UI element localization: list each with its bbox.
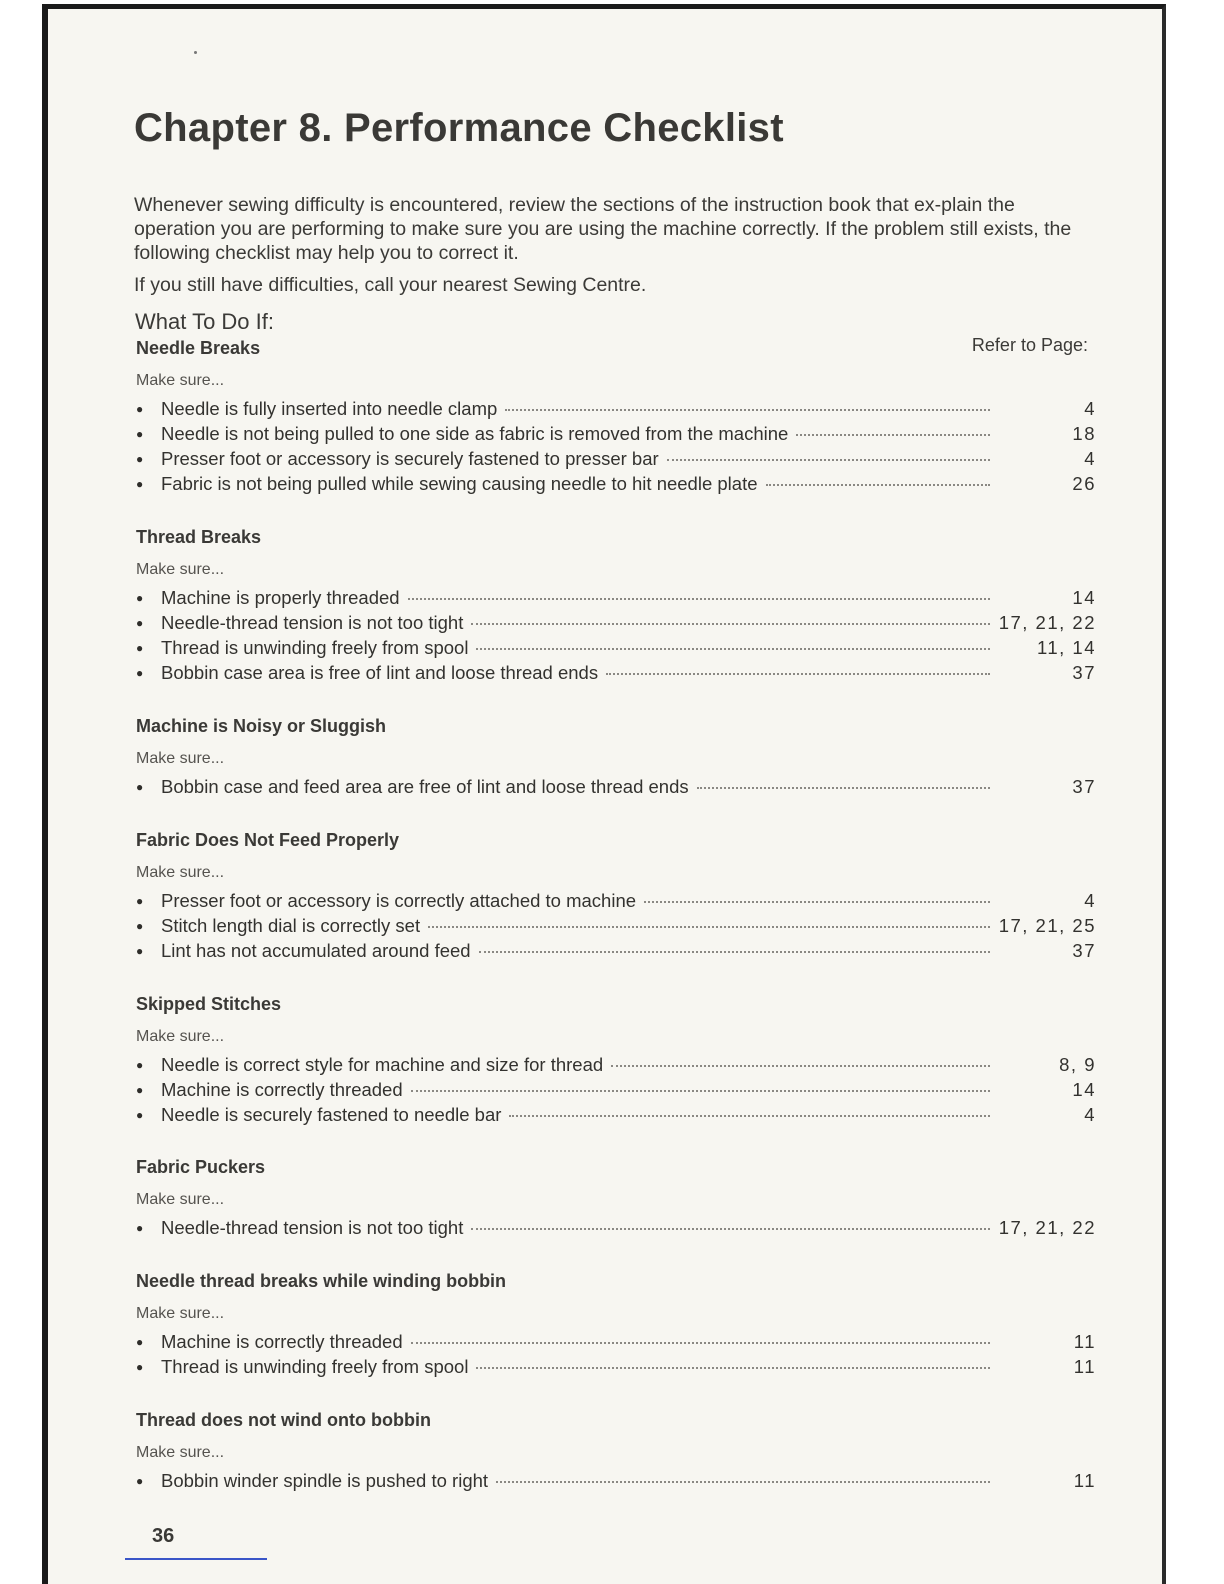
dot-leader [697,787,990,789]
dot-leader [505,409,990,411]
link-underline [125,1558,267,1560]
chapter-title: Chapter 8. Performance Checklist [134,106,784,150]
checklist-items [136,1468,1096,1493]
checklist-item: ● Needle is not being pulled to one side as fabric is removed from the machine 18 [136,421,1096,446]
page-ref: 26 [1072,473,1096,494]
dot-leader [411,1090,990,1092]
bullet-icon: ● [136,1335,144,1349]
dot-leader [411,1342,990,1344]
checklist-item: ● Machine is properly threaded 14 [136,585,1096,610]
make-sure-label: Make sure... [136,1444,225,1461]
dot-leader [509,1115,990,1117]
bullet-icon: ● [136,641,144,655]
dot-leader [766,484,991,486]
checklist-item: ● Bobbin case and feed area are free of lint and loose thread ends 37 [136,774,1096,799]
checklist-item: ● Needle-thread tension is not too tight 17, 21, 22 [136,610,1096,635]
bullet-icon: ● [136,1058,144,1072]
checklist-section-no-wind [136,1409,1096,1493]
section-title: Needle thread breaks while winding bobbin [136,1271,507,1291]
section-title: Skipped Stitches [136,994,282,1014]
bullet-icon: ● [136,944,144,958]
checklist-item: ● Bobbin winder spindle is pushed to right 11 [136,1468,1096,1493]
checklist-item: ● Needle is securely fastened to needle bar 4 [136,1102,1096,1127]
page-ref: 14 [1072,587,1096,608]
section-title: Machine is Noisy or Sluggish [136,716,387,736]
checklist-section-thread-breaks [136,526,1096,685]
dot-leader [428,926,990,928]
dot-leader [606,673,990,675]
dot-leader [476,1367,990,1369]
checklist-item: ● Presser foot or accessory is securely fastened to presser bar 4 [136,446,1096,471]
bullet-icon: ● [136,591,144,605]
section-title: Fabric Does Not Feed Properly [136,830,400,850]
intro-paragraph-1: Whenever sewing difficulty is encountered, review the sections of the instruction book that ex-plain the operation you are performing to make sure you are using the machine correctly. If the problem still exists, the following checklist may help you to correct it. [134,194,1072,264]
bullet-icon: ● [136,477,144,491]
page-ref: 37 [1072,662,1096,683]
checklist-item: ● Bobbin case area is free of lint and loose thread ends 37 [136,660,1096,685]
page-number: 36 [152,1525,175,1547]
checklist-item: ● Needle is fully inserted into needle clamp 4 [136,396,1096,421]
checklist-section-fabric-puckers [136,1156,1096,1240]
page-ref: 18 [1072,423,1096,444]
section-title: Thread Breaks [136,527,262,547]
dot-leader [496,1481,990,1483]
dot-leader [471,623,990,625]
section-title: Thread does not wind onto bobbin [136,1410,431,1430]
make-sure-label: Make sure... [136,1028,225,1045]
page-ref: 11 [1073,1356,1096,1377]
bullet-icon: ● [136,1108,144,1122]
bullet-icon: ● [136,1474,144,1488]
what-to-do-heading: What To Do If: [135,309,274,334]
bullet-icon: ● [136,427,144,441]
checklist-item: ● Machine is correctly threaded 14 [136,1077,1096,1102]
dot-leader [611,1065,990,1067]
section-title: Needle Breaks [136,338,261,358]
bullet-icon: ● [136,616,144,630]
make-sure-label: Make sure... [136,750,225,767]
checklist-item: ● Stitch length dial is correctly set 17, 21, 25 [136,913,1096,938]
checklist-items [136,1052,1096,1127]
page-ref: 8, 9 [1059,1054,1096,1075]
bullet-icon: ● [136,402,144,416]
bullet-icon: ● [136,894,144,908]
page-ref: 17, 21, 22 [998,612,1096,633]
dot-leader [644,901,990,903]
intro-paragraph-2: If you still have difficulties, call your nearest Sewing Centre. [134,274,647,296]
make-sure-label: Make sure... [136,1191,225,1208]
page-ref: 17, 21, 25 [998,915,1096,936]
page-ref: 11, 14 [1036,637,1096,658]
checklist-items [136,396,1096,496]
checklist-item: ● Needle-thread tension is not too tight 17, 21, 22 [136,1215,1096,1240]
dot-leader [667,459,990,461]
checklist-item: ● Thread is unwinding freely from spool 11, 14 [136,635,1096,660]
bullet-icon: ● [136,452,144,466]
page-ref: 4 [1084,1104,1096,1125]
checklist-item: ● Presser foot or accessory is correctly attached to machine 4 [136,888,1096,913]
speck-mark [194,51,197,54]
page-ref: 37 [1072,940,1096,961]
bullet-icon: ● [136,919,144,933]
checklist-section-winding-breaks [136,1270,1096,1379]
intro-text [134,193,1094,297]
checklist-section-fabric-feed [136,829,1096,963]
checklist-section-skipped-stitches [136,993,1096,1127]
checklist-section-needle-breaks [136,337,1096,496]
manual-page [42,4,1166,1584]
dot-leader [476,648,990,650]
checklist-item: ● Machine is correctly threaded 11 [136,1329,1096,1354]
checklist-items [136,774,1096,799]
page-ref: 11 [1073,1470,1096,1491]
bullet-icon: ● [136,1360,144,1374]
checklist-section-noisy-sluggish [136,715,1096,799]
bullet-icon: ● [136,1083,144,1097]
checklist-item: ● Thread is unwinding freely from spool 11 [136,1354,1096,1379]
page-ref: 14 [1072,1079,1096,1100]
dot-leader [479,951,990,953]
page-ref: 37 [1072,776,1096,797]
page-ref: 4 [1084,448,1096,469]
checklist-items [136,585,1096,685]
dot-leader [796,434,990,436]
checklist-items [136,888,1096,963]
checklist-items [136,1215,1096,1240]
dot-leader [471,1228,990,1230]
page-ref: 4 [1084,398,1096,419]
dot-leader [408,598,990,600]
bullet-icon: ● [136,666,144,680]
section-title: Fabric Puckers [136,1157,266,1177]
checklist-items [136,1329,1096,1379]
make-sure-label: Make sure... [136,372,225,389]
page-ref: 11 [1073,1331,1096,1352]
checklist-item: ● Fabric is not being pulled while sewing causing needle to hit needle plate 26 [136,471,1096,496]
refer-to-page-label: Refer to Page: [971,335,1088,355]
checklist-item: ● Lint has not accumulated around feed 37 [136,938,1096,963]
bullet-icon: ● [136,1221,144,1235]
bullet-icon: ● [136,780,144,794]
make-sure-label: Make sure... [136,561,225,578]
page-ref: 4 [1084,890,1096,911]
page-ref: 17, 21, 22 [998,1217,1096,1238]
make-sure-label: Make sure... [136,864,225,881]
checklist-item: ● Needle is correct style for machine and size for thread 8, 9 [136,1052,1096,1077]
make-sure-label: Make sure... [136,1305,225,1322]
